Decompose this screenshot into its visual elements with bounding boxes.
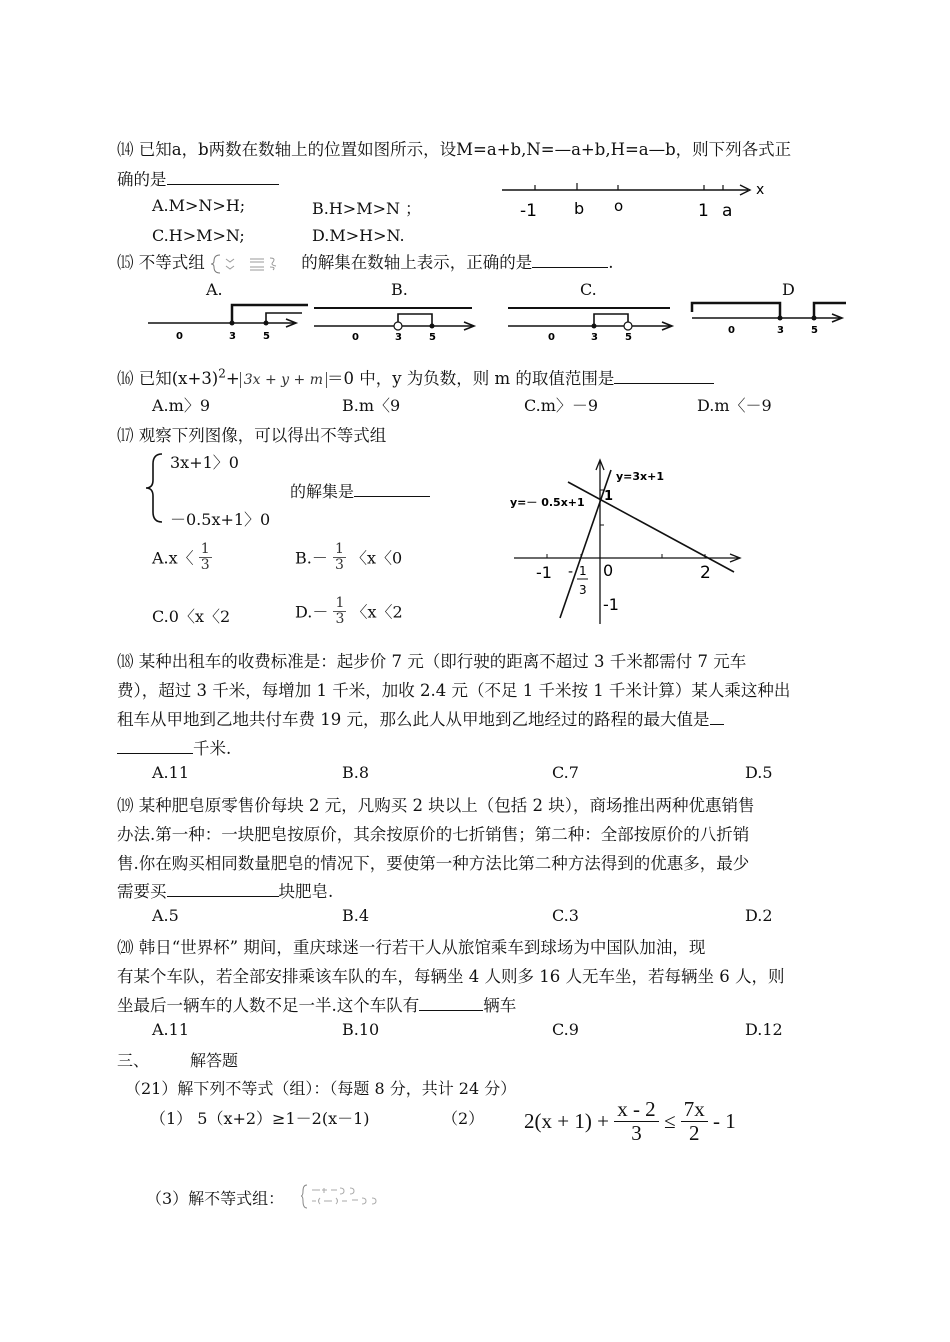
q15a-tick-0: 0 — [176, 331, 183, 342]
q17-option-d-post: 〈x〈2 — [351, 602, 403, 622]
q18-line4-text: 千米. — [193, 739, 232, 758]
q14-line2-text: 确的是 — [117, 170, 167, 189]
q15b-tick-5: 5 — [429, 332, 436, 343]
q14-label-1: 1 — [698, 201, 709, 221]
q17-solution — [290, 479, 430, 502]
q16-option-b[interactable]: B.m〈9 — [342, 396, 401, 415]
q15-label-c[interactable]: C. — [580, 280, 597, 299]
q14-label-o: o — [614, 197, 624, 215]
q15-answer-blank[interactable] — [532, 253, 608, 268]
q18-answer-blank-b[interactable] — [117, 739, 193, 754]
q14-option-c[interactable]: C.H>M>N; — [152, 226, 245, 245]
q15c-tick-5: 5 — [625, 332, 632, 343]
section3-heading-number: 三、 — [117, 1051, 150, 1070]
q18-line1: ⒅ 某种出租车的收费标准是：起步价 7 元（即行驶的距离不超过 3 千米都需付 7 元车 — [117, 652, 747, 671]
q15-label-a[interactable]: A. — [206, 280, 223, 299]
q21p2-frac2 — [681, 1098, 708, 1144]
q21p2-lhs: 2(x + 1) + — [524, 1109, 609, 1134]
q17-graph-label-neg1: -1 — [536, 563, 552, 582]
q15-stem-post: 的解集在数轴上表示，正确的是 — [301, 253, 533, 272]
q15d-tick-5: 5 — [811, 325, 818, 336]
q15-figure-c[interactable] — [506, 302, 678, 344]
frac-den: 3 — [200, 556, 210, 573]
q15-label-b[interactable]: B. — [391, 280, 408, 299]
q19-answer-blank[interactable] — [167, 882, 279, 897]
q21-part2-label: （2） — [442, 1109, 485, 1128]
q17-graph-label-line1: y=3x+1 — [616, 470, 665, 483]
q21p2-frac1 — [614, 1098, 659, 1144]
q14-line1: ⒁ 已知a，b两数在数轴上的位置如图所示，设M=a+b,N=—a+b,H=a—b，则下列各式正 — [117, 140, 792, 159]
q18-option-d[interactable]: D.5 — [745, 763, 773, 782]
q15a-tick-5: 5 — [263, 331, 270, 342]
q14-answer-blank[interactable] — [167, 170, 279, 185]
q19-line1: ⒆ 某种肥皂原零售价每块 2 元，凡购买 2 块以上（包括 2 块），商场推出两种优惠销售 — [117, 796, 755, 815]
frac-num: 1 — [335, 595, 345, 611]
q17-graph-label-2: 2 — [700, 563, 711, 583]
q15c-tick-3: 3 — [591, 332, 598, 343]
q17-brace — [144, 452, 166, 524]
q21-stem: （21）解下列不等式（组）：（每题 8 分，共计 24 分） — [125, 1079, 517, 1098]
q14-label-neg1: -1 — [520, 201, 537, 221]
q16-stem-post: ＝0 中，y 为负数，则 m 的取值范围是 — [326, 369, 615, 388]
q18-option-b[interactable]: B.8 — [342, 763, 370, 782]
q15-system-image — [210, 252, 296, 276]
q14-line2 — [117, 166, 279, 190]
q21p2-le: ≤ — [663, 1109, 676, 1134]
q17-option-c[interactable]: C.0〈x〈2 — [152, 607, 231, 626]
q17-solution-text: 的解集是 — [290, 482, 355, 501]
q17-graph-label-third-num: 1 — [579, 564, 587, 578]
q19-option-c[interactable]: C.3 — [552, 906, 579, 925]
q14-option-b[interactable]: B.H>M>N ； — [312, 199, 422, 218]
q16-option-c[interactable]: C.m〉－9 — [524, 396, 599, 415]
q14-label-a: a — [722, 201, 733, 221]
q17-option-a[interactable] — [152, 542, 212, 572]
q14-number-line — [498, 176, 778, 222]
q19-option-d[interactable]: D.2 — [745, 906, 773, 925]
q21p2-frac1-den: 3 — [631, 1121, 642, 1144]
q20-line3-pre: 坐最后一辆车的人数不足一半.这个车队有 — [117, 996, 420, 1015]
q15-stem — [117, 249, 614, 276]
q21-part3-label: （3）解不等式组： — [146, 1189, 285, 1208]
q16-option-d[interactable]: D.m〈－9 — [697, 396, 772, 415]
q16-exponent: 2 — [218, 366, 226, 381]
q19-option-a[interactable]: A.5 — [152, 906, 179, 925]
q14-option-a[interactable]: A.M>N>H; — [152, 196, 246, 215]
q19-line4-post: 块肥皂. — [278, 882, 334, 901]
q21p2-frac1-num: x - 2 — [614, 1098, 659, 1122]
q15-figure-b[interactable] — [312, 302, 482, 344]
q15d-tick-3: 3 — [777, 325, 784, 336]
q18-line3 — [117, 706, 724, 730]
q18-option-c[interactable]: C.7 — [552, 763, 579, 782]
q21p2-frac2-den: 2 — [688, 1121, 700, 1144]
q17-graph — [508, 458, 748, 628]
q17-graph-label-0: 0 — [603, 561, 614, 580]
q17-option-a-text: A.x〈 — [152, 548, 194, 568]
q20-option-c[interactable]: C.9 — [552, 1020, 579, 1039]
q17-option-b-fraction — [333, 542, 346, 572]
q15b-tick-3: 3 — [395, 332, 402, 343]
q20-line2: 有某个车队，若全部安排乘该车队的车，每辆坐 4 人则多 16 人无车坐，若每辆坐 6 人，则 — [117, 967, 785, 986]
q16-abs-expression: 3x + y + m — [240, 372, 327, 388]
q21p2-tail: - 1 — [712, 1109, 736, 1134]
q18-option-a[interactable]: A.11 — [152, 763, 189, 782]
q17-graph-label-minus: - — [568, 564, 574, 580]
frac-den: 3 — [334, 556, 344, 573]
q20-answer-blank[interactable] — [419, 996, 483, 1011]
section3-heading: 解答题 — [190, 1051, 239, 1070]
q20-line1: ⒇ 韩日“世界杯” 期间，重庆球迷一行若干人从旅馆乘车到球场为中国队加油，现 — [117, 938, 706, 957]
q17-option-d-pre: D.－ — [295, 602, 329, 622]
q17-inequality-2: －0.5x+1〉0 — [170, 510, 271, 529]
q18-line2: 费），超过 3 千米，每增加 1 千米，加收 2.4 元（不足 1 千米按 1 千米计算）某人乘这种出 — [117, 681, 791, 700]
q16-stem — [117, 365, 714, 389]
q21p2-frac2-num: 7x — [681, 1098, 708, 1122]
q17-option-a-fraction — [199, 542, 212, 572]
q17-graph-label-y1: 1 — [604, 489, 614, 504]
q17-inequality-1: 3x+1〉0 — [170, 453, 239, 472]
q16-option-a[interactable]: A.m〉9 — [152, 396, 210, 415]
q17-option-b[interactable] — [295, 542, 402, 572]
q19-line4-pre: 需要买 — [117, 882, 167, 901]
q18-line4 — [117, 735, 231, 759]
q17-option-d[interactable] — [295, 596, 403, 626]
q15-label-d[interactable]: D — [782, 280, 795, 299]
q18-answer-blank-a[interactable] — [710, 710, 724, 725]
q21-part2-expression — [524, 1098, 736, 1144]
q14-option-d[interactable]: D.M>H>N. — [312, 226, 405, 245]
q14-label-x: x — [756, 182, 765, 198]
q15-figure-d[interactable] — [690, 298, 850, 342]
q15-figure-a[interactable] — [146, 298, 310, 344]
q20-line3 — [117, 992, 516, 1016]
q17-graph-label-third-den: 3 — [579, 583, 587, 597]
q16-plus: + — [225, 369, 240, 388]
q19-line4 — [117, 878, 333, 902]
q20-option-a[interactable]: A.11 — [152, 1020, 189, 1039]
q17-answer-blank[interactable] — [354, 482, 430, 497]
q19-line2: 办法.第一种：一块肥皂按原价，其余按原价的七折销售；第二种：全部按原价的八折销 — [117, 825, 750, 844]
q15a-tick-3: 3 — [229, 331, 236, 342]
q15b-tick-0: 0 — [352, 332, 359, 343]
frac-den: 3 — [335, 610, 345, 627]
frac-num: 1 — [200, 541, 210, 557]
q16-stem-pre: ⒃ 已知(x+3) — [117, 369, 219, 388]
q15-stem-pre: ⒂ 不等式组 — [117, 253, 205, 272]
q15d-tick-0: 0 — [728, 325, 735, 336]
q14-label-b: b — [574, 199, 585, 218]
q17-graph-label-line2: y=－ 0.5x+1 — [510, 496, 585, 509]
q17-option-b-post: 〈x〈0 — [350, 548, 403, 568]
frac-num: 1 — [334, 541, 344, 557]
q18-line3-text: 租车从甲地到乙地共付车费 19 元，那么此人从甲地到乙地经过的路程的最大值是 — [117, 710, 710, 729]
q17-graph-label-neg1-y: -1 — [603, 595, 619, 614]
q15c-tick-0: 0 — [548, 332, 555, 343]
q20-line3-post: 辆车 — [483, 996, 517, 1015]
q20-option-b[interactable]: B.10 — [342, 1020, 380, 1039]
q17-option-d-fraction — [333, 596, 346, 626]
q19-line3: 售.你在购买相同数量肥皂的情况下，要使第一种方法比第二种方法得到的优惠多，最少 — [117, 854, 750, 873]
q19-option-b[interactable]: B.4 — [342, 906, 370, 925]
q21-part3-system-image — [300, 1182, 440, 1212]
q15-period: . — [608, 253, 614, 272]
q21-part1: （1） 5（x+2）≥1－2(x－1) — [150, 1109, 370, 1128]
q20-option-d[interactable]: D.12 — [745, 1020, 783, 1039]
q17-option-b-pre: B.－ — [295, 548, 328, 568]
q17-stem: ⒄ 观察下列图像，可以得出不等式组 — [117, 426, 387, 445]
q16-answer-blank[interactable] — [614, 369, 714, 384]
